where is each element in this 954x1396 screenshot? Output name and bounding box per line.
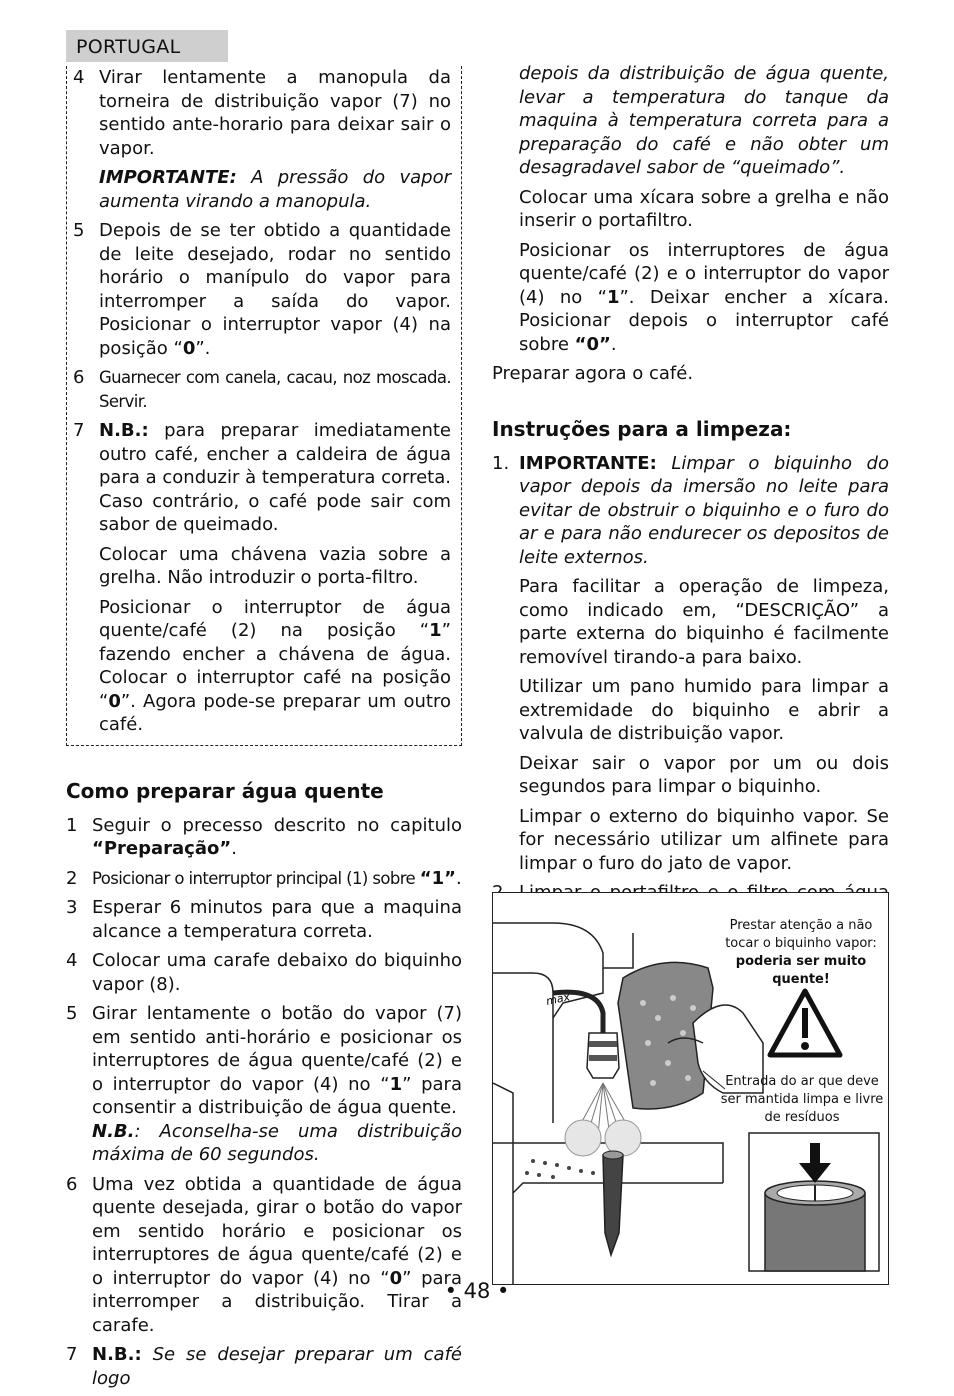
- list-item: 6 Uma vez obtida a quantidade de água quente desejada, girar o botão do vapor em sentido horário e posicionar os interruptores de água quente/café (2) e o interruptor do vapor (4) no “0” para interromper a distribuição. Tirar a carafe.: [66, 1173, 462, 1336]
- list-item: 1 Seguir o precesso descrito no capitulo “Preparação”.: [66, 814, 462, 859]
- list-item: 5 Depois de se ter obtido a quantidade de leite desejado, rodar no sentido horário o manípulo do vapor para interromper a saída do vapor. Posicionar o interruptor vapor (4) na posição “0”.: [73, 220, 451, 359]
- section-title-cleaning: Instruções para a limpeza:: [492, 416, 792, 441]
- list-item: 3 Esperar 6 minutos para que a maquina alcance a temperatura correta.: [66, 897, 462, 942]
- list-item: 7 N.B.: para preparar imediatamente outro café, encher a caldeira de água para a conduzir à temperatura correta. Caso contrário, o café pode sair com sabor de queimado.: [73, 420, 451, 535]
- paragraph: Posicionar os interruptores de água quente/café (2) e o interruptor do vapor (4) no “1”. Deixar encher a xícara. Posicionar depois o interruptor café sobre “0”.: [519, 239, 889, 355]
- air-inlet-inset: [749, 1133, 879, 1271]
- continued-steps-box: [66, 66, 462, 746]
- cleaning-illustration: [492, 892, 889, 1285]
- list-item: 7 N.B.: Se se desejar preparar um café logo: [66, 1344, 462, 1389]
- list-item: 1. IMPORTANTE: Limpar o biquinho do vapor depois da imersão no leite para evitar de obstruir o biquinho e o furo do ar e para não endurecer os depositos de leite externos.: [492, 452, 889, 568]
- max-label: max: [544, 990, 572, 1008]
- list-item: 4 Virar lentamente a manopula da torneira de distribuição vapor (7) no sentido ante-horario para deixar sair o vapor.: [73, 67, 451, 159]
- paragraph: Posicionar o interruptor de água quente/café (2) na posição “1” fazendo encher a chávena de água. Colocar o interruptor café na posição “0”. Agora pode-se preparar um outro café.: [99, 596, 451, 735]
- paragraph: Para facilitar a operação de limpeza, como indicado em, “DESCRIÇÃO” a parte externa do biquinho é facilmente removível tirando-a para baixo.: [519, 576, 889, 668]
- warning-icon: [770, 991, 840, 1055]
- paragraph: depois da distribuição de água quente, levar a temperatura do tanque da maquina à temperatura correta para a preparação do café e não obter um desagradavel sabor de “queimado”.: [519, 63, 889, 178]
- left-column: [66, 66, 462, 1396]
- paragraph: Preparar agora o café.: [492, 363, 694, 384]
- list-item: 6 Guarnecer com canela, cacau, noz moscada. Servir.: [73, 367, 451, 411]
- list-item: 4 Colocar uma carafe debaixo do biquinho vapor (8).: [66, 950, 462, 995]
- list-item: 2 Posicionar o interruptor principal (1) sobre “1”.: [66, 867, 462, 889]
- warning-caption: Prestar atenção a não tocar o biquinho vapor: poderia ser muito quente!: [725, 918, 877, 987]
- paragraph: Deixar sair o vapor por um ou dois segundos para limpar o biquinho.: [519, 752, 889, 797]
- list-item: 5 Girar lentamente o botão do vapor (7) em sentido anti-horário e posicionar os interruptores de água quente/café (2) e o interruptor do vapor (4) no “1” para consentir a distribuição de água quente. N.B.: Aconselha-se uma distribuição máxima de 60 segundos.: [66, 1003, 462, 1165]
- page-number: • 48 •: [444, 1279, 510, 1303]
- right-column: [492, 62, 889, 934]
- language-tab: PORTUGAL: [66, 30, 228, 62]
- important-note: IMPORTANTE: A pressão do vapor aumenta virando a manopula.: [99, 167, 451, 212]
- paragraph: Colocar uma xícara sobre a grelha e não inserir o portafiltro.: [519, 186, 889, 231]
- section-title-hot-water: Como preparar água quente: [66, 778, 384, 803]
- paragraph: Colocar uma chávena vazia sobre a grelha. Não introduzir o porta-filtro.: [99, 543, 451, 588]
- air-inlet-caption: Entrada do ar que deve ser mantida limpa e livre de resíduos: [720, 1074, 884, 1125]
- paragraph: Limpar o externo do biquinho vapor. Se for necessário utilizar um alfinete para limpar o furo do jato de vapor.: [519, 805, 889, 874]
- paragraph: Utilizar um pano humido para limpar a extremidade do biquinho e abrir a valvula de distribuição vapor.: [519, 676, 889, 744]
